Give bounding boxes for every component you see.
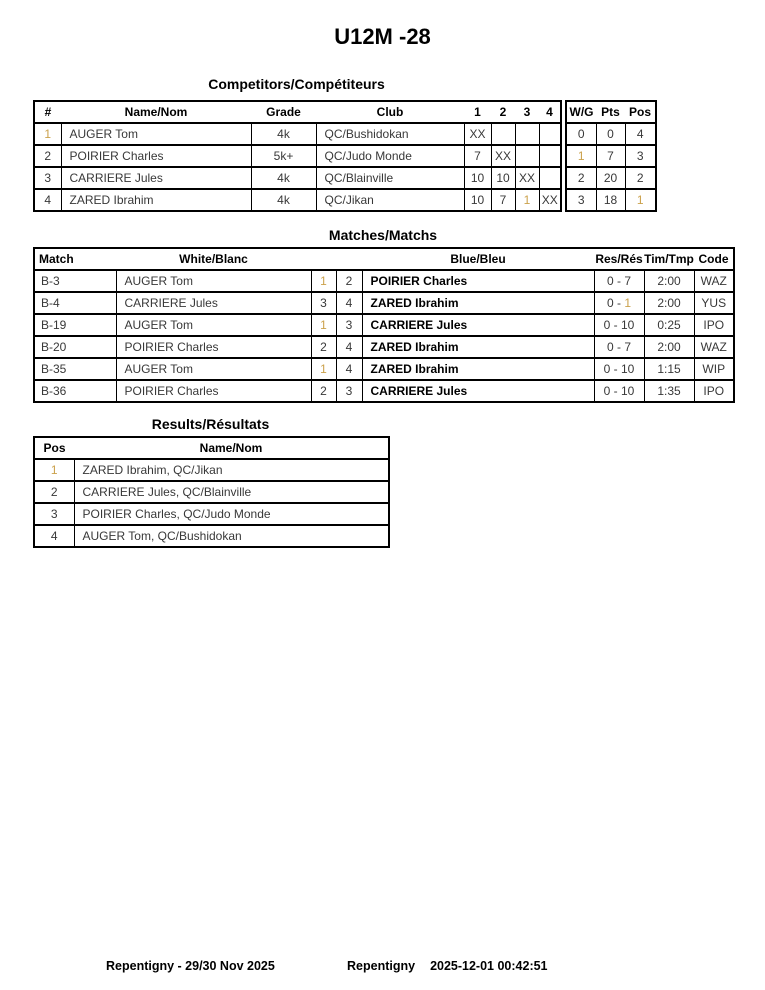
blue-score: 1 [624,296,632,310]
result-position: 4 [34,525,74,547]
position-value: 3 [625,145,656,167]
white-score: 0 [606,274,614,288]
blue-player-name: CARRIERE Jules [362,314,594,336]
white-score: 0 [606,340,614,354]
col-header-number: # [34,101,61,123]
result-position: 1 [34,459,74,481]
competitor-name: ZARED Ibrahim [61,189,251,211]
competitor-number: 2 [34,145,61,167]
col-header-blue: Blue/Bleu [362,248,594,270]
col-header-position: Pos [34,437,74,459]
competitor-row [34,123,561,145]
competitor-grade: 4k [251,167,316,189]
match-code: WAZ [694,270,734,292]
wins-value: 3 [566,189,596,211]
score-vs-1: XX [464,123,491,145]
col-header-points: Pts [596,101,625,123]
match-id: B-20 [34,336,116,358]
score-vs-4: XX [539,189,561,211]
score-separator: - [610,362,621,376]
competitor-number: 1 [34,123,61,145]
blue-player-name: POIRIER Charles [362,270,594,292]
event-location-date: Repentigny - 29/30 Nov 2025 [106,959,275,973]
blue-score: 7 [624,340,632,354]
match-row [34,358,734,380]
competitors-tables [33,100,765,212]
wins-value: 1 [566,145,596,167]
score-separator: - [613,340,625,354]
match-code: IPO [694,314,734,336]
match-row [34,314,734,336]
col-header-match: Match [34,248,116,270]
match-row [34,380,734,402]
score-vs-2 [491,123,515,145]
white-player-name: AUGER Tom [116,270,311,292]
score-separator: - [610,384,621,398]
position-value: 2 [625,167,656,189]
white-player-number: 2 [311,380,336,402]
position-value: 1 [625,189,656,211]
score-vs-3 [515,145,539,167]
white-score: 0 [603,362,611,376]
col-header-position: Pos [625,101,656,123]
white-player-name: CARRIERE Jules [116,292,311,314]
wins-value: 2 [566,167,596,189]
col-header-time: Tim/Tmp [644,248,694,270]
score-separator: - [610,318,621,332]
col-header-opp1: 1 [464,101,491,123]
col-header-blue-num [336,248,362,270]
white-player-number: 1 [311,314,336,336]
match-time: 1:35 [644,380,694,402]
blue-player-number: 4 [336,358,362,380]
match-id: B-36 [34,380,116,402]
wins-value: 0 [566,123,596,145]
blue-score: 7 [624,274,632,288]
result-name: AUGER Tom, QC/Bushidokan [74,525,389,547]
competitor-club: QC/Bushidokan [316,123,464,145]
score-vs-1: 10 [464,189,491,211]
score-vs-4 [539,145,561,167]
score-separator: - [613,274,625,288]
score-vs-1: 7 [464,145,491,167]
standings-row [566,189,656,211]
white-player-number: 1 [311,358,336,380]
matches-table [33,247,735,403]
score-vs-4 [539,167,561,189]
matches-section-heading: Matches/Matchs [328,227,438,243]
match-time: 2:00 [644,292,694,314]
match-row [34,292,734,314]
col-header-opp3: 3 [515,101,539,123]
col-header-grade: Grade [251,101,316,123]
match-id: B-4 [34,292,116,314]
match-result [594,336,644,358]
competitors-header-row [34,101,561,123]
match-code: IPO [694,380,734,402]
white-player-number: 3 [311,292,336,314]
result-row [34,459,389,481]
blue-player-number: 3 [336,380,362,402]
blue-player-number: 2 [336,270,362,292]
match-time: 2:00 [644,270,694,292]
white-player-name: AUGER Tom [116,314,311,336]
white-score: 0 [606,296,614,310]
match-time: 1:15 [644,358,694,380]
standings-row [566,145,656,167]
print-timestamp [347,959,548,973]
score-vs-2: XX [491,145,515,167]
position-value: 4 [625,123,656,145]
col-header-opp4: 4 [539,101,561,123]
standings-row [566,167,656,189]
score-separator: - [613,296,625,310]
white-player-name: POIRIER Charles [116,380,311,402]
col-header-code: Code [694,248,734,270]
score-vs-3: XX [515,167,539,189]
matches-header-row [34,248,734,270]
competitor-row [34,167,561,189]
col-header-result: Res/Rés [594,248,644,270]
print-city: Repentigny [347,959,416,973]
competitors-table [33,100,562,212]
match-id: B-35 [34,358,116,380]
competitor-grade: 4k [251,189,316,211]
white-player-number: 1 [311,270,336,292]
competitor-club: QC/Blainville [316,167,464,189]
competitor-row [34,145,561,167]
match-code: YUS [694,292,734,314]
results-section-heading: Results/Résultats [151,416,270,432]
match-result [594,380,644,402]
score-vs-2: 7 [491,189,515,211]
blue-player-name: ZARED Ibrahim [362,292,594,314]
match-time: 2:00 [644,336,694,358]
competitor-club: QC/Jikan [316,189,464,211]
match-row [34,270,734,292]
result-row [34,503,389,525]
competitor-grade: 5k+ [251,145,316,167]
result-name: POIRIER Charles, QC/Judo Monde [74,503,389,525]
results-header-row [34,437,389,459]
col-header-wins: W/G [566,101,596,123]
print-datetime: 2025-12-01 00:42:51 [430,959,548,973]
points-value: 18 [596,189,625,211]
competitors-standings-table [565,100,657,212]
competitor-club: QC/Judo Monde [316,145,464,167]
match-id: B-19 [34,314,116,336]
score-vs-3 [515,123,539,145]
result-row [34,525,389,547]
col-header-opp2: 2 [491,101,515,123]
col-header-name: Name/Nom [61,101,251,123]
blue-score: 10 [621,318,635,332]
standings-header-row [566,101,656,123]
match-id: B-3 [34,270,116,292]
match-row [34,336,734,358]
competitor-number: 4 [34,189,61,211]
col-header-club: Club [316,101,464,123]
results-table [33,436,390,548]
white-score: 0 [603,318,611,332]
result-position: 3 [34,503,74,525]
blue-player-number: 4 [336,292,362,314]
match-result [594,314,644,336]
competitor-row [34,189,561,211]
white-player-name: AUGER Tom [116,358,311,380]
col-header-name: Name/Nom [74,437,389,459]
match-result [594,270,644,292]
blue-player-number: 3 [336,314,362,336]
white-player-name: POIRIER Charles [116,336,311,358]
points-value: 20 [596,167,625,189]
match-result [594,292,644,314]
points-value: 0 [596,123,625,145]
standings-row [566,123,656,145]
competitor-number: 3 [34,167,61,189]
match-result [594,358,644,380]
white-player-number: 2 [311,336,336,358]
score-vs-2: 10 [491,167,515,189]
blue-player-name: ZARED Ibrahim [362,358,594,380]
result-position: 2 [34,481,74,503]
blue-score: 10 [621,362,635,376]
competitors-section-heading: Competitors/Compétiteurs [208,76,385,92]
competitor-name: POIRIER Charles [61,145,251,167]
blue-score: 10 [621,384,635,398]
col-header-white: White/Blanc [116,248,311,270]
match-code: WIP [694,358,734,380]
result-name: CARRIERE Jules, QC/Blainville [74,481,389,503]
points-value: 7 [596,145,625,167]
competitor-name: AUGER Tom [61,123,251,145]
score-vs-1: 10 [464,167,491,189]
result-name: ZARED Ibrahim, QC/Jikan [74,459,389,481]
score-vs-3: 1 [515,189,539,211]
competitor-grade: 4k [251,123,316,145]
competitor-name: CARRIERE Jules [61,167,251,189]
blue-player-name: CARRIERE Jules [362,380,594,402]
page-title: U12M -28 [334,24,431,49]
blue-player-name: ZARED Ibrahim [362,336,594,358]
match-time: 0:25 [644,314,694,336]
col-header-white-num [311,248,336,270]
result-row [34,481,389,503]
white-score: 0 [603,384,611,398]
match-code: WAZ [694,336,734,358]
score-vs-4 [539,123,561,145]
blue-player-number: 4 [336,336,362,358]
